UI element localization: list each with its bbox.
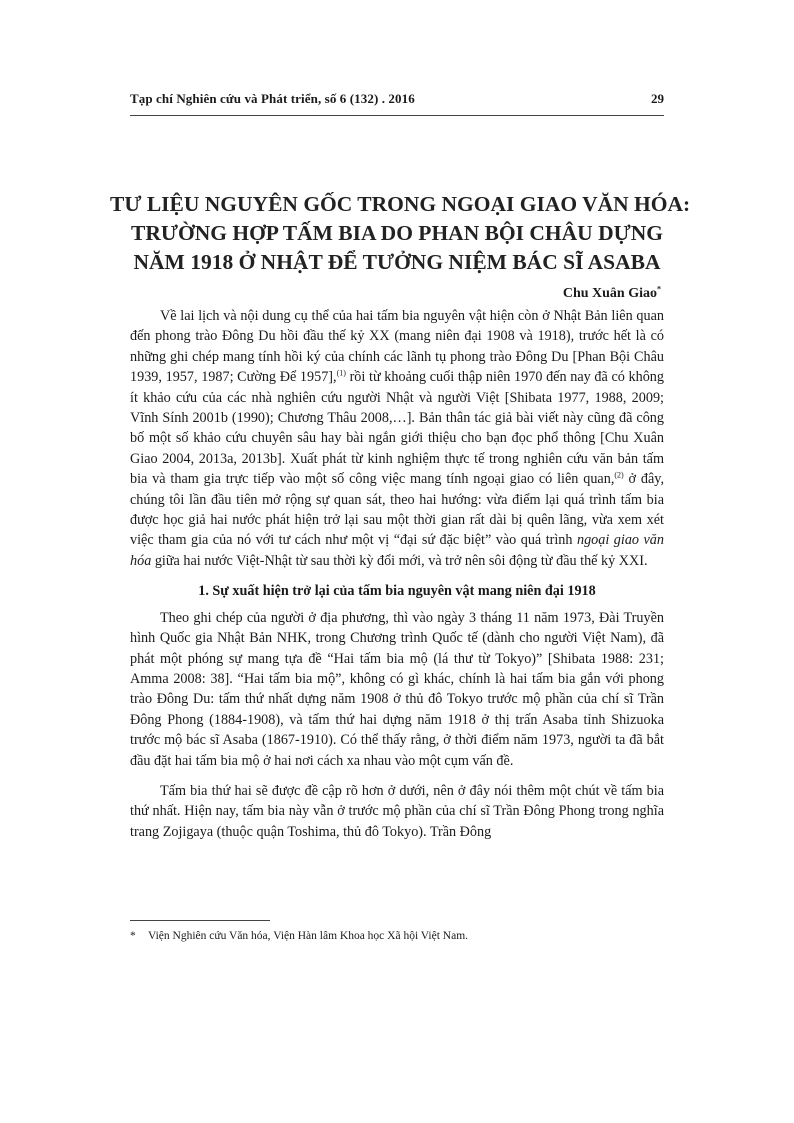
intro-text-d: giữa hai nước Việt-Nhật từ sau thời kỳ đổi mới, và trở nên sôi động từ đầu thế kỷ XXI.	[151, 552, 648, 569]
paragraph-intro	[130, 306, 664, 571]
footnote	[130, 930, 664, 942]
intro-emphasis: ngoại giao văn hóa	[130, 532, 664, 569]
title-line-3: NĂM 1918 Ở NHẬT ĐỂ TƯỞNG NIỆM BÁC SĨ ASABA	[133, 250, 661, 274]
journal-title: Tạp chí Nghiên cứu và Phát triển, số 6 (132) . 2016	[130, 91, 415, 106]
paragraph-section1-2: Tấm bia thứ hai sẽ được đề cập rõ hơn ở dưới, nên ở đây nói thêm một chút về tấm bia thứ nhất. Hiện nay, tấm bia này vẫn ở trước mộ phần của chí sĩ Trần Đông Phong trong nghĩa trang Zojigaya (thuộc quận Toshima, thủ đô Tokyo). Trần Đông	[130, 782, 664, 840]
author-footnote-mark: *	[657, 284, 661, 294]
author-name	[563, 286, 661, 302]
article-body	[130, 306, 664, 842]
footnote-mark: *	[130, 930, 136, 942]
title-line-1: TƯ LIỆU NGUYÊN GỐC TRONG NGOẠI GIAO VĂN HÓA:	[110, 192, 691, 216]
footnote-divider	[130, 920, 270, 921]
footnote-text: Viện Nghiên cứu Văn hóa, Viện Hàn lâm Khoa học Xã hội Việt Nam.	[148, 930, 469, 942]
author-text: Chu Xuân Giao	[562, 286, 657, 301]
intro-text-b: rồi từ khoảng cuối thập niên 1970 đến nay đã có không ít khảo cứu của các nhà nghiên cứu người Nhật và người Việt [Shibata 1977, 1988, 2009; Vĩnh Sính 2001b (1990); Chương Thâu 2008,…]. Bản thân tác giả bài viết này cũng đã công bố một số khảo cứu chuyên sâu hay bài ngắn giới thiệu cho bạn đọc phổ thông [Chu Xuân Giao 2004, 2013a, 2013b]. Xuất phát từ kinh nghiệm thực tế trong nghiên cứu văn bản tấm bia và tham gia trực tiếp vào một số công việc mang tính ngoại giao có liên quan,	[130, 369, 664, 488]
article-title	[110, 190, 691, 277]
paragraph-section1-1: Theo ghi chép của người ở địa phương, thì vào ngày 3 tháng 11 năm 1973, Đài Truyền hình Quốc gia Nhật Bản NHK, trong Chương trình Quốc tế (dành cho người Việt Nam), đã phát một phóng sự mang tựa đề “Hai tấm bia mộ (lá thư từ Tokyo)” [Shibata 1988: 231; Amma 2008: 38]. “Hai tấm bia mộ”, không có gì khác, chính là hai tấm bia gắn với phong trào Đông Du: tấm thứ nhất dựng năm 1908 ở thủ đô Tokyo trước mộ phần của chí sĩ Trần Đông Phong (1884-1908), và tấm thứ hai dựng năm 1918 ở thị trấn Asaba tỉnh Shizuoka trước mộ bác sĩ Asaba (1867-1910). Có thể thấy rằng, ở thời điểm năm 1973, người ta đã bắt đầu đặt hai tấm bia mộ ở hai nơi cách xa nhau vào một cụm vấn đề.	[130, 609, 664, 769]
title-line-2: TRƯỜNG HỢP TẤM BIA DO PHAN BỘI CHÂU DỰNG	[131, 221, 663, 245]
section-1-heading: 1. Sự xuất hiện trở lại của tấm bia nguyên vật mang niên đại 1918	[198, 583, 596, 600]
page-number: 29	[651, 91, 664, 106]
header-divider	[130, 115, 664, 116]
intro-text-a: Về lai lịch và nội dung cụ thể của hai tấm bia nguyên vật hiện còn ở Nhật Bản liên quan đến phong trào Đông Du hồi đầu thế kỷ XX (mang niên đại 1908 và 1918), trước hết là có những ghi chép mang tính hồi ký của chính các lãnh tụ phong trào Đông Du [Phan Bội Châu 1939, 1957, 1987; Cường Để 1957],	[130, 308, 664, 386]
footnote-ref-2: (2)	[614, 470, 624, 480]
footnote-ref-1: (1)	[336, 368, 346, 378]
intro-text-c: ở đây, chúng tôi lần đầu tiên mở rộng sự quan sát, theo hai hướng: vừa điểm lại quá trình tấm bia được học giả hai nước phát hiện trở lại sau một thời gian rất dài bị quên lãng, vừa xem xét việc tham gia của nó với tư cách như một vị “đại sứ đặc biệt” vào quá trình	[130, 471, 664, 549]
